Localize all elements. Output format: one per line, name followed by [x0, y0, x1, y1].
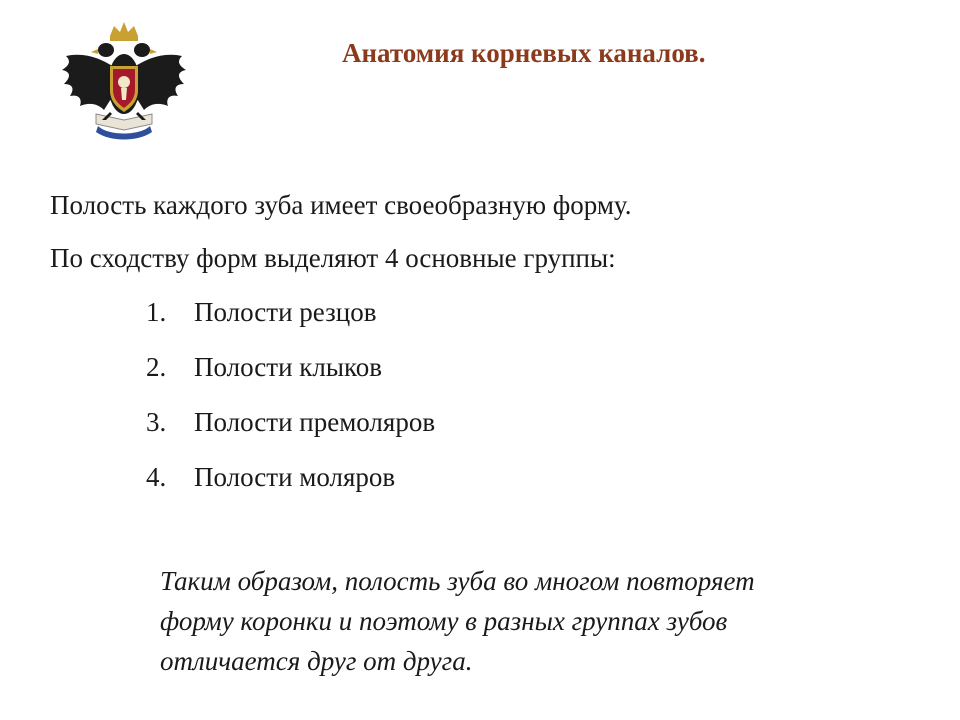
summary-line-3: отличается друг от друга.	[160, 646, 473, 676]
list-item	[146, 352, 435, 407]
list-item-label: Полости премоляров	[194, 407, 436, 437]
summary-paragraph	[160, 561, 900, 681]
list-item-label: Полости резцов	[194, 297, 377, 327]
slide-title: Анатомия корневых каналов.	[342, 38, 706, 68]
intro-line-2: По сходству форм выделяют 4 основные группы:	[50, 243, 616, 273]
list-item-number: 2.	[146, 352, 167, 382]
list-item	[146, 407, 435, 462]
tooth-groups-list	[146, 297, 435, 517]
list-item-number: 4.	[146, 462, 167, 492]
list-item-number: 3.	[146, 407, 167, 437]
list-item-label: Полости моляров	[194, 462, 396, 492]
summary-line-2: форму коронки и поэтому в разных группах зубов	[160, 606, 728, 636]
summary-line-1: Таким образом, полость зуба во многом повторяет	[160, 566, 755, 596]
list-item	[146, 297, 435, 352]
list-item-number: 1.	[146, 297, 167, 327]
intro-line-1: Полость каждого зуба имеет своеобразную форму.	[50, 190, 632, 220]
double-headed-eagle-emblem-icon	[58, 18, 190, 142]
list-item-label: Полости клыков	[194, 352, 382, 382]
list-item	[146, 462, 435, 517]
